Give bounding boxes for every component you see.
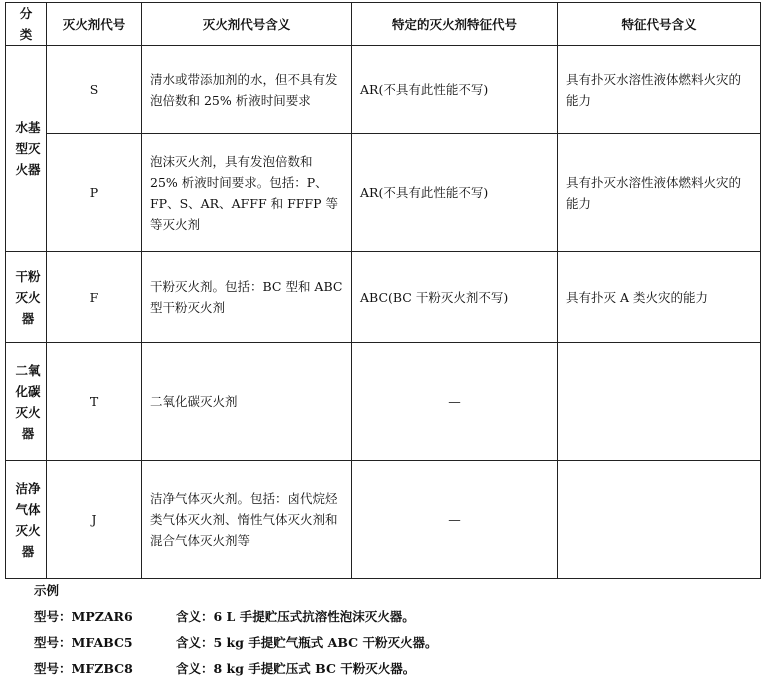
category-label: 洁净气体灭火器 — [15, 480, 41, 559]
example-section — [34, 578, 437, 682]
agent-code-cell: S — [47, 46, 142, 134]
category-label: 水基型灭火器 — [15, 120, 41, 177]
category-cell — [6, 461, 47, 579]
agent-meaning-cell: 二氧化碳灭火剂 — [142, 343, 352, 461]
agent-code-cell: J — [47, 461, 142, 579]
example-desc: 含义：8 kg 手提贮压式 BC 干粉灭火器。 — [176, 661, 416, 676]
feature-meaning-cell: 具有扑灭水溶性液体燃料火灾的能力 — [558, 134, 761, 252]
agent-code-cell: T — [47, 343, 142, 461]
table-row — [6, 461, 761, 579]
example-model: 型号：MFZBC8 — [34, 661, 133, 676]
extinguisher-code-table — [5, 2, 761, 579]
header-agent-code: 灭火剂代号 — [47, 3, 142, 46]
category-cell — [6, 46, 47, 252]
example-desc: 含义：5 kg 手提贮气瓶式 ABC 干粉灭火器。 — [176, 635, 438, 650]
feature-code-cell: AR(不具有此性能不写) — [352, 46, 558, 134]
example-item — [34, 604, 437, 630]
feature-meaning-cell: 具有扑灭 A 类火灾的能力 — [558, 252, 761, 343]
header-feature-code: 特定的灭火剂特征代号 — [352, 3, 558, 46]
agent-code-cell: F — [47, 252, 142, 343]
header-feature-meaning: 特征代号含义 — [558, 3, 761, 46]
feature-code-cell: AR(不具有此性能不写) — [352, 134, 558, 252]
header-category: 分类 — [6, 3, 47, 46]
table-header-row — [6, 3, 761, 46]
feature-code-cell: ABC(BC 干粉灭火剂不写) — [352, 252, 558, 343]
category-cell — [6, 343, 47, 461]
example-model: 型号：MPZAR6 — [34, 609, 133, 624]
table-row — [6, 343, 761, 461]
header-agent-code-meaning: 灭火剂代号含义 — [142, 3, 352, 46]
feature-meaning-cell — [558, 343, 761, 461]
agent-meaning-cell: 清水或带添加剂的水，但不具有发泡倍数和 25% 析液时间要求 — [142, 46, 352, 134]
example-item — [34, 656, 437, 682]
table-row — [6, 134, 761, 252]
category-label: 二氧化碳灭火器 — [15, 362, 41, 441]
example-item — [34, 630, 437, 656]
example-title: 示例 — [34, 583, 60, 598]
agent-meaning-cell: 干粉灭火剂。包括：BC 型和 ABC 型干粉灭火剂 — [142, 252, 352, 343]
table-row — [6, 252, 761, 343]
category-cell — [6, 252, 47, 343]
category-label: 干粉灭火器 — [15, 268, 41, 326]
example-desc: 含义：6 L 手提贮压式抗溶性泡沫灭火器。 — [176, 609, 415, 624]
example-model: 型号：MFABC5 — [34, 635, 133, 650]
table-row — [6, 46, 761, 134]
feature-meaning-cell: 具有扑灭水溶性液体燃料火灾的能力 — [558, 46, 761, 134]
feature-code-cell: — — [352, 343, 558, 461]
agent-meaning-cell: 泡沫灭火剂，具有发泡倍数和 25% 析液时间要求。包括：P、FP、S、AR、AFFF 和 FFFP 等等灭火剂 — [142, 134, 352, 252]
feature-meaning-cell — [558, 461, 761, 579]
agent-meaning-cell: 洁净气体灭火剂。包括：卤代烷烃类气体灭火剂、惰性气体灭火剂和混合气体灭火剂等 — [142, 461, 352, 579]
feature-code-cell: — — [352, 461, 558, 579]
agent-code-cell: P — [47, 134, 142, 252]
